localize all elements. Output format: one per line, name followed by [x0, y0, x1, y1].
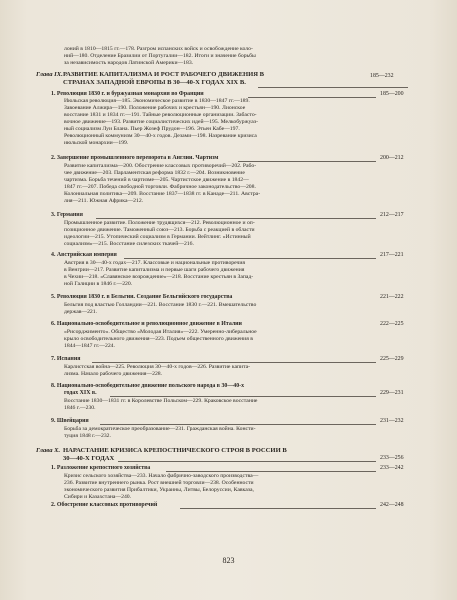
section-text: идеологии—215. Утопический социализм в Германии. Вейтлинг. «Истинный — [64, 234, 251, 240]
section-text: Борьба за демократическое преобразование—231. Гражданская война. Консти- — [64, 426, 256, 432]
section-pages: 229—231 — [380, 390, 404, 396]
section-text: социализм»—215. Восстание силезских ткачей—216. — [64, 241, 194, 247]
section-title: 2. Завершение промышленного переворота в Англии. Чартизм — [51, 155, 219, 161]
section-text: чартизма. Борьба течений в чартизме—205. Чартистское движение в 1842— — [64, 177, 249, 183]
section-text: ный социализм Луи Блана. Пьер Жозеф Прудон—196. Этьен Кабе—197. — [64, 126, 240, 132]
leader-rule — [258, 87, 408, 88]
chapter-title: СТРАНАХ ЗАПАДНОЙ ЕВРОПЫ В 30—40-Х ГОДАХ XIX В. — [63, 79, 246, 86]
section-text: держав—221. — [64, 309, 98, 315]
section-title: 7. Испания — [51, 356, 81, 362]
leader-rule — [124, 258, 376, 259]
leader-rule — [238, 161, 376, 162]
chapter-title: НАРАСТАНИЕ КРИЗИСА КРЕПОСТНИЧЕСКОГО СТРОЯ В РОССИИ В — [63, 447, 287, 454]
section-text: Промышленное развитие. Положение трудящихся—212. Революционное и оп- — [64, 220, 255, 226]
section-pages: 221—222 — [380, 294, 404, 300]
chapter-pages: 233—256 — [380, 455, 404, 461]
section-title: 5. Революция 1830 г. в Бельгии. Создание Бельгийского государства — [51, 294, 233, 300]
leader-rule — [180, 508, 376, 509]
section-text: Кризис сельского хозяйства—233. Начало фабрично-заводского производства— — [64, 473, 259, 479]
section-text: Бельгия под властью Голландии—221. Восстание 1830 г.—221. Вмешательство — [64, 302, 257, 308]
section-text: 1847 гг.—207. Победа свободной торговли. Фабричное законодательство—208. — [64, 184, 256, 190]
section-text: Карлистская война—225. Революция 30—40-х годов—226. Развитие капита- — [64, 364, 251, 370]
chapter-title: 30—40-Х ГОДАХ — [63, 455, 115, 462]
section-title: 2. Обострение классовых противоречий — [51, 502, 158, 508]
section-text: 1846 г.—230. — [64, 405, 96, 411]
section-text: Июльская революция—185. Экономическое развитие в 1830—1847 гг.—189. — [64, 98, 250, 104]
chapter-label: Глава X. — [36, 447, 61, 454]
section-text: Колониальная политика—209. Восстание 1837—1838 гг. в Канаде—211. Австра- — [64, 191, 261, 197]
section-title: 6. Национально-освободительное и революционное движение в Италии — [51, 321, 242, 327]
section-pages: 217—221 — [380, 252, 404, 258]
section-pages: 233—242 — [380, 465, 404, 471]
section-pages: 200—212 — [380, 155, 404, 161]
leader-rule — [110, 396, 376, 397]
continuation-line: лоний в 1810—1815 гг.—178. Разгром испанских войск и освобождение коло- — [64, 46, 253, 52]
section-text: экономического развития Прибалтики, Украины, Литвы, Белоруссии, Кавказа, — [64, 487, 254, 493]
continuation-line: ний—180. Отделение Бразилии от Португалии—182. Итоги и значение борьбы — [64, 53, 256, 59]
section-text: восстание 1831 и 1834 гг.—191. Тайные революционные организации. Забасто- — [64, 112, 257, 118]
leader-rule — [248, 97, 376, 98]
section-pages: 225—229 — [380, 356, 404, 362]
section-text: «Рисорджименто». Общество «Молодая Италия»—222. Умеренно-либеральное — [64, 329, 257, 335]
section-title: 3. Германия — [51, 212, 83, 218]
section-text: лия—211. Южная Африка—212. — [64, 198, 144, 204]
section-pages: 185—200 — [380, 91, 404, 97]
section-text: позиционное движение. Таможенный союз—213. Борьба с реакцией в области — [64, 227, 255, 233]
continuation-line: за независимость народов Латинской Америки—183. — [64, 60, 194, 66]
section-pages: 222—225 — [380, 321, 404, 327]
section-pages: 242—248 — [380, 502, 404, 508]
section-text: июльской монархии—199. — [64, 140, 129, 146]
section-text: чее движение—203. Парламентская реформа 1832 г.—204. Возникновение — [64, 170, 245, 176]
leader-rule — [166, 471, 376, 472]
section-pages: 212—217 — [380, 212, 404, 218]
section-text: ной Галиции в 1846 г.—220. — [64, 281, 133, 287]
section-text: Восстание 1830—1831 гг. в Королевстве Польском—229. Краковское восстание — [64, 398, 258, 404]
section-text: Сибири и Казахстана—240. — [64, 494, 132, 500]
section-text: Развитие капитализма—200. Обострение классовых противоречий—202. Рабо- — [64, 163, 257, 169]
section-title: 9. Швейцария — [51, 418, 89, 424]
chapter-label: Глава IX. — [36, 71, 63, 78]
section-text: крыло освободительного движения—223. Подъем общественного движения в — [64, 336, 253, 342]
section-text: в Чехии—218. «Славянское возрождение»—218. Восстание крестьян в Запад- — [64, 274, 254, 280]
section-text: туция 1848 г.—232. — [64, 433, 111, 439]
leader-rule — [100, 424, 376, 425]
section-text: в Венгрии—217. Развитие капитализма и первые шаги рабочего движения — [64, 267, 245, 273]
section-text: 1844—1847 гг.—224. — [64, 343, 115, 349]
section-pages: 231—232 — [380, 418, 404, 424]
chapter-title: РАЗВИТИЕ КАПИТАЛИЗМА И РОСТ РАБОЧЕГО ДВИЖЕНИЯ В — [63, 71, 265, 78]
section-text: Революционный коммунизм 30—40-х годов. Дезами—198. Назревание кризиса — [64, 133, 257, 139]
section-title: 8. Национально-освободительное движение польского народа в 30—40-х — [51, 383, 245, 389]
leader-rule — [92, 362, 376, 363]
page-number: 823 — [222, 556, 235, 565]
section-title: годах XIX в. — [64, 390, 97, 396]
section-text: вочное движение—193. Развитие социалистических идей—195. Мелкобуржуаз- — [64, 119, 258, 125]
section-text: Завоевание Алжира—190. Положение рабочих и крестьян—190. Лионское — [64, 105, 246, 111]
leader-rule — [96, 218, 376, 219]
section-title: 1. Разложение крепостного хозяйства — [51, 465, 151, 471]
section-title: 1. Революция 1830 г. и буржуазная монархия во Франции — [51, 91, 204, 97]
section-text: 236. Развитие внутреннего рынка. Рост внешней торговли—238. Особенности — [64, 480, 254, 486]
section-text: лизма. Начало рабочего движения—228. — [64, 371, 163, 377]
section-text: Австрия в 30—40-х годах—217. Классовые и национальные противоречия — [64, 260, 246, 266]
leader-rule — [118, 461, 376, 462]
chapter-pages: 185—232 — [370, 73, 394, 79]
section-title: 4. Австрийская империя — [51, 252, 117, 258]
